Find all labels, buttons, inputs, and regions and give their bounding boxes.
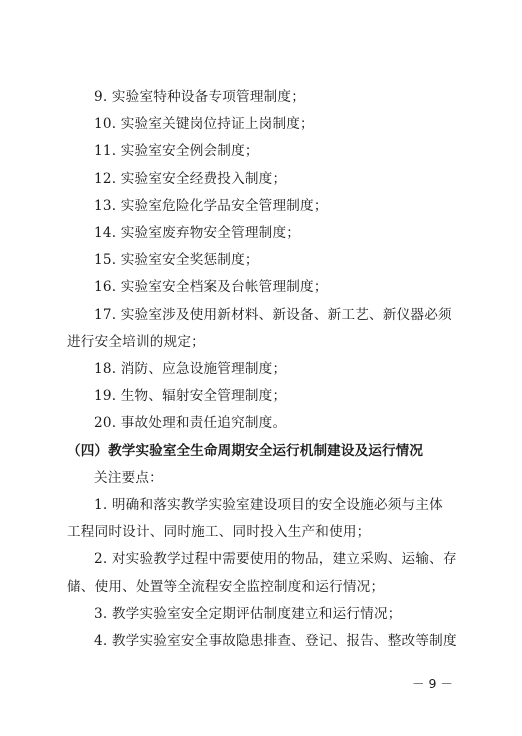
list-item: 13. 实验室危险化学品安全管理制度； xyxy=(94,197,328,214)
document-body xyxy=(67,84,467,655)
list-item-continuation: 储、使用、处置等全流程安全监控制度和运行情况； xyxy=(67,578,385,595)
list-item: 14. 实验室废弃物安全管理制度； xyxy=(94,225,301,242)
list-item: 17. 实验室涉及使用新材料、新设备、新工艺、新仪器必须 xyxy=(94,306,452,323)
list-item: 2. 对实验教学过程中需要使用的物品，建立采购、运输、存 xyxy=(94,551,457,568)
list-item: 12. 实验室安全经费投入制度； xyxy=(94,170,287,187)
list-item: 3. 教学实验室安全定期评估制度建立和运行情况； xyxy=(94,605,402,622)
list-item: 18. 消防、应急设施管理制度； xyxy=(94,361,287,378)
list-item-continuation: 工程同时设计、同时施工、同时投入生产和使用； xyxy=(67,524,371,541)
list-item: 20. 事故处理和责任追究制度。 xyxy=(94,415,287,432)
section-heading: （四）教学实验室全生命周期安全运行机制建设及运行情况 xyxy=(67,442,424,459)
list-item: 1. 明确和落实教学实验室建设项目的安全设施必须与主体 xyxy=(94,497,443,514)
page-number: － 9 － xyxy=(412,676,453,691)
list-item: 15. 实验室安全奖惩制度； xyxy=(94,252,259,269)
list-item-continuation: 进行安全培训的规定； xyxy=(67,333,205,350)
paragraph-label: 关注要点： xyxy=(94,469,163,486)
list-item: 19. 生物、辐射安全管理制度； xyxy=(94,388,287,405)
list-item: 4. 教学实验室安全事故隐患排查、登记、报告、整改等制度 xyxy=(94,633,457,650)
list-item: 10. 实验室关键岗位持证上岗制度； xyxy=(94,116,314,133)
list-item: 11. 实验室安全例会制度； xyxy=(94,143,259,160)
list-item: 16. 实验室安全档案及台帐管理制度； xyxy=(94,279,328,296)
list-item: 9. 实验室特种设备专项管理制度； xyxy=(94,89,306,105)
